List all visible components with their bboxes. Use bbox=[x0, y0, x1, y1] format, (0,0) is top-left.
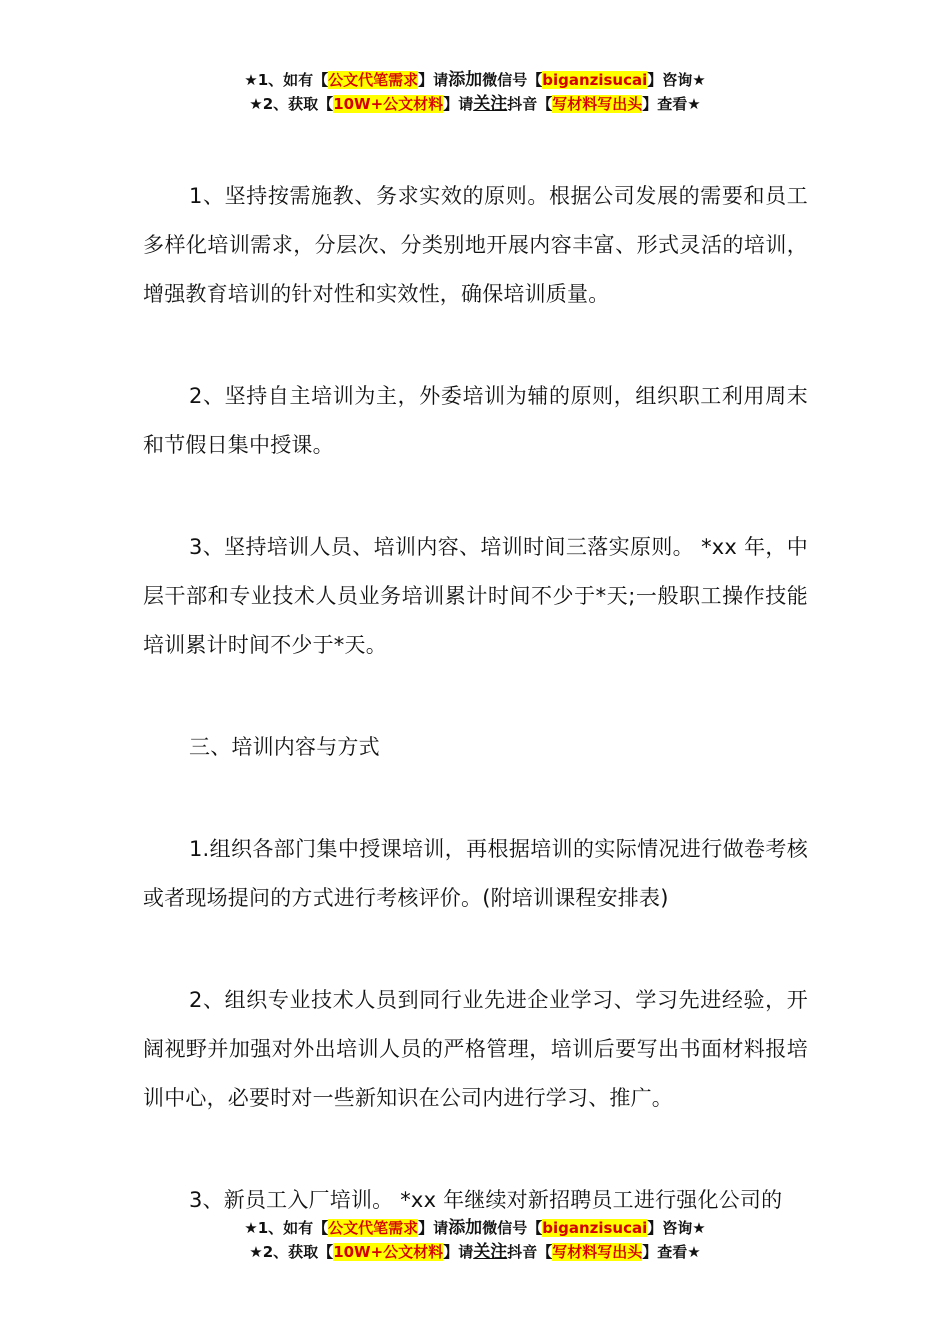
paragraph-principle-3: 3、坚持培训人员、培训内容、培训时间三落实原则。 *xx 年，中层干部和专业技术人员业务培训累计时间不少于*天;一般职工操作技能培训累计时间不少于*天。 bbox=[143, 535, 808, 657]
section-heading: 三、培训内容与方式 bbox=[189, 735, 380, 759]
banner-line-1 bbox=[0, 1216, 950, 1240]
banner-text: 微信号【 bbox=[482, 71, 543, 89]
banner-text: ★1、如有【 bbox=[244, 1219, 329, 1237]
paragraph-method-1: 1.组织各部门集中授课培训，再根据培训的实际情况进行做卷考核或者现场提问的方式进行考核评价。(附培训课程安排表) bbox=[143, 837, 808, 910]
paragraph-method-2: 2、组织专业技术人员到同行业先进企业学习、学习先进经验，开阔视野并加强对外出培训人员的严格管理，培训后要写出书面材料报培训中心，必要时对一些新知识在公司内进行学习、推广。 bbox=[143, 988, 808, 1110]
banner-emphasis: 关注 bbox=[473, 94, 508, 114]
banner-text: 】查看★ bbox=[642, 95, 701, 113]
banner-text: 】咨询★ bbox=[647, 71, 706, 89]
banner-line-2 bbox=[0, 92, 950, 116]
banner-highlight: 10W+公文材料 bbox=[333, 95, 444, 113]
banner-highlight: biganzisucai bbox=[542, 71, 648, 89]
banner-text: 】请 bbox=[443, 95, 474, 113]
banner-text: 】请 bbox=[418, 1219, 449, 1237]
banner-line-2 bbox=[0, 1240, 950, 1264]
banner-highlight: 写材料写出头 bbox=[552, 95, 643, 113]
banner-text: 抖音【 bbox=[507, 95, 553, 113]
banner-text: 】请 bbox=[443, 1243, 474, 1261]
banner-highlight: biganzisucai bbox=[542, 1219, 648, 1237]
banner-text: ★2、获取【 bbox=[249, 95, 334, 113]
banner-highlight: 公文代笔需求 bbox=[328, 71, 419, 89]
paragraph-method-3: 3、新员工入厂培训。 *xx 年继续对新招聘员工进行强化公司的 bbox=[189, 1188, 783, 1212]
banner-emphasis: 关注 bbox=[473, 1242, 508, 1262]
banner-emphasis: 添加 bbox=[448, 70, 483, 90]
footer-banner bbox=[0, 1216, 950, 1264]
paragraph-principle-1: 1、坚持按需施教、务求实效的原则。根据公司发展的需要和员工多样化培训需求，分层次、分类别地开展内容丰富、形式灵活的培训，增强教育培训的针对性和实效性，确保培训质量。 bbox=[143, 184, 808, 306]
banner-line-1 bbox=[0, 68, 950, 92]
banner-highlight: 公文代笔需求 bbox=[328, 1219, 419, 1237]
paragraph-principle-2: 2、坚持自主培训为主，外委培训为辅的原则，组织职工利用周末和节假日集中授课。 bbox=[143, 384, 808, 457]
banner-text: 】查看★ bbox=[642, 1243, 701, 1261]
banner-text: 】请 bbox=[418, 71, 449, 89]
banner-highlight: 10W+公文材料 bbox=[333, 1243, 444, 1261]
banner-text: ★2、获取【 bbox=[249, 1243, 334, 1261]
header-banner bbox=[0, 68, 950, 116]
banner-emphasis: 添加 bbox=[448, 1218, 483, 1238]
banner-text: 】咨询★ bbox=[647, 1219, 706, 1237]
banner-text: 微信号【 bbox=[482, 1219, 543, 1237]
document-body bbox=[143, 172, 808, 1225]
banner-text: 抖音【 bbox=[507, 1243, 553, 1261]
banner-text: ★1、如有【 bbox=[244, 71, 329, 89]
banner-highlight: 写材料写出头 bbox=[552, 1243, 643, 1261]
